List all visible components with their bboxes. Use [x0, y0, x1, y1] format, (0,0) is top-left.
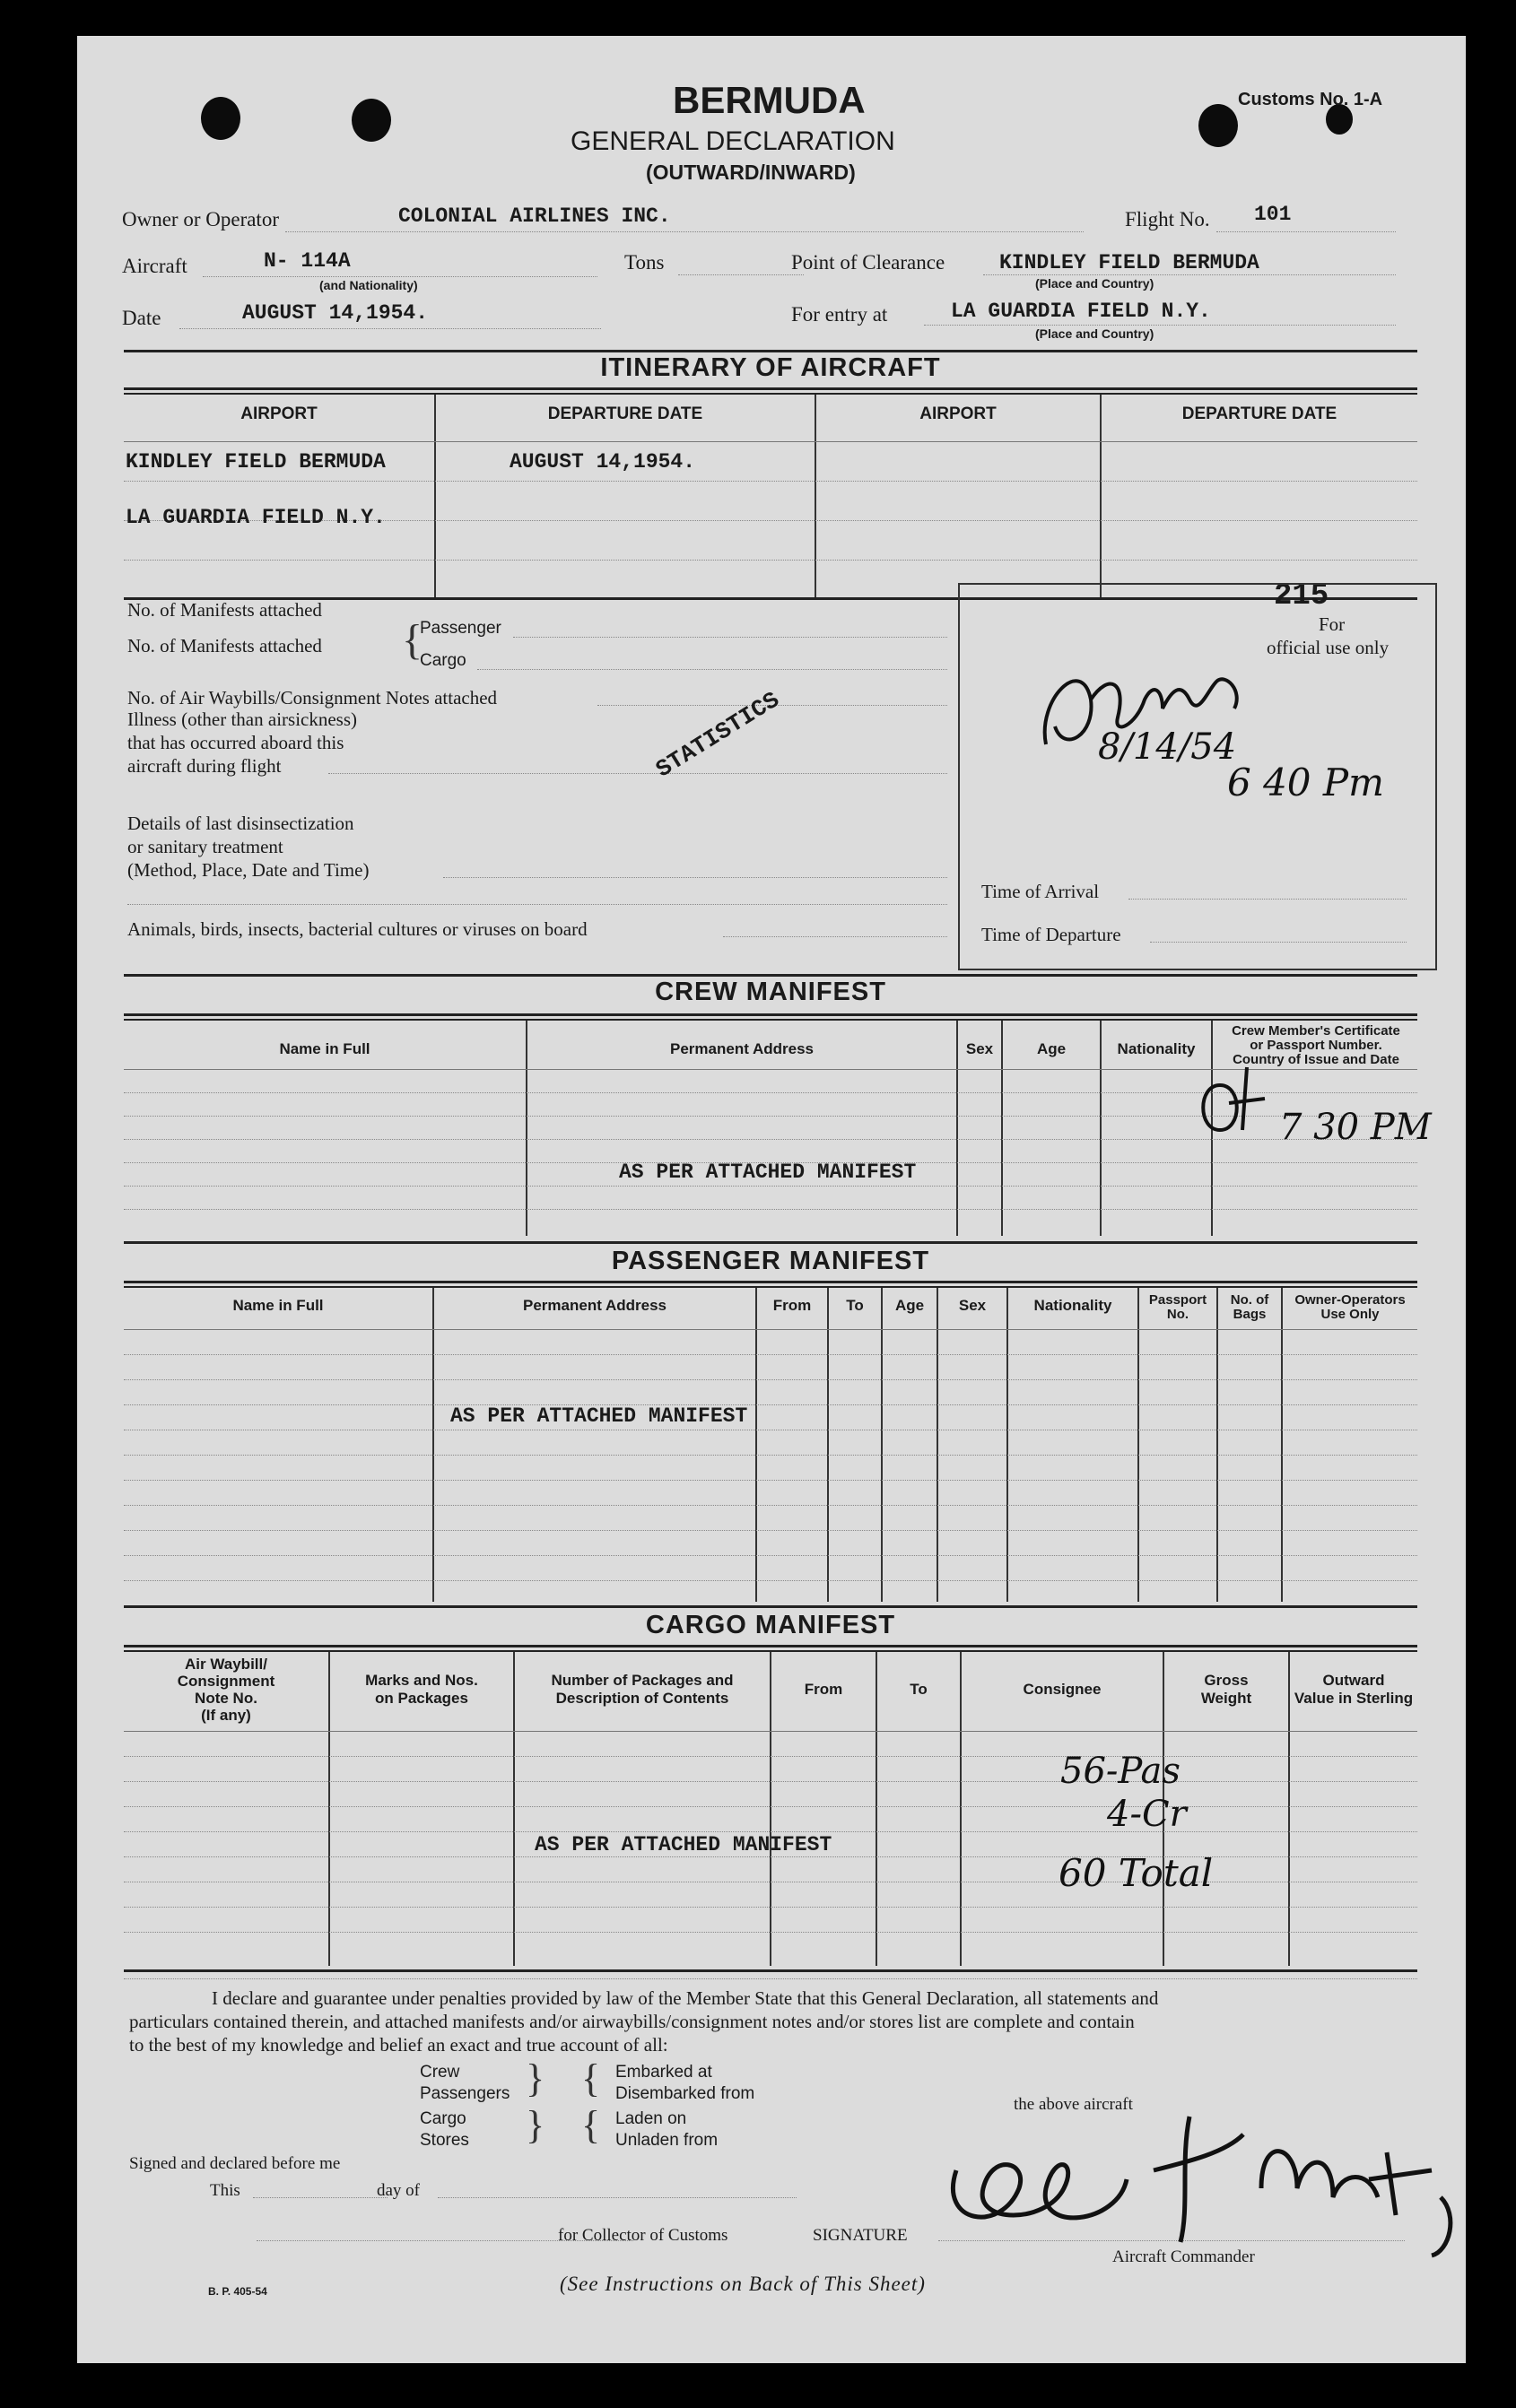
- passenger-heading: PASSENGER MANIFEST: [611, 1247, 930, 1275]
- aircraft-label: Aircraft: [122, 255, 187, 277]
- cargo-col-value-1: Outward: [1322, 1672, 1385, 1689]
- punch-hole-left: [201, 97, 240, 140]
- decl-passengers: Passengers: [420, 2084, 510, 2103]
- aircraft-note: (and Nationality): [319, 278, 418, 292]
- date-value: AUGUST 14,1954.: [242, 301, 429, 325]
- decl-embarked: Embarked at: [615, 2063, 712, 2082]
- crew-col-nationality: Nationality: [1117, 1040, 1196, 1057]
- cargo-label: Cargo: [420, 651, 466, 670]
- passenger-col-from: From: [772, 1297, 812, 1314]
- decl-laden: Laden on: [615, 2109, 687, 2128]
- decl-signed: Signed and declared before me: [129, 2154, 341, 2173]
- itinerary-row-1-date: AUGUST 14,1954.: [510, 450, 696, 474]
- decl-dayof: day of: [377, 2181, 421, 2200]
- flight-value: 101: [1254, 203, 1292, 226]
- decl-stores: Stores: [420, 2131, 469, 2150]
- itinerary-row-1-airport: KINDLEY FIELD BERMUDA: [126, 450, 386, 474]
- customs-number: Customs No. 1-A: [1238, 90, 1383, 109]
- itinerary-col-date-2: DEPARTURE DATE: [1181, 404, 1337, 423]
- decl-unladen: Unladen from: [615, 2131, 719, 2150]
- crew-col-cert-1: Crew Member's Certificate: [1232, 1023, 1400, 1039]
- crew-col-address: Permanent Address: [670, 1040, 814, 1057]
- cargo-col-marks-1: Marks and Nos.: [365, 1672, 478, 1689]
- cargo-note: AS PER ATTACHED MANIFEST: [535, 1833, 832, 1856]
- cargo-handwritten-1: 56-Pas: [1060, 1751, 1181, 1792]
- cargo-col-awb-4: (If any): [201, 1707, 251, 1724]
- crew-heading: CREW MANIFEST: [655, 978, 886, 1006]
- entry-label: For entry at: [791, 303, 888, 326]
- passenger-col-bags-1: No. of: [1230, 1292, 1269, 1308]
- crew-col-sex: Sex: [965, 1040, 994, 1057]
- cargo-col-from: From: [804, 1681, 843, 1698]
- cargo-heading: CARGO MANIFEST: [645, 1611, 896, 1639]
- cargo-col-consignee: Consignee: [1023, 1681, 1102, 1698]
- brace: {: [402, 616, 423, 664]
- decl-collector: for Collector of Customs: [558, 2226, 728, 2245]
- brace-right-1: }: [526, 2056, 545, 2100]
- decl-signature: SIGNATURE: [813, 2226, 908, 2245]
- decl-commander: Aircraft Commander: [1112, 2247, 1255, 2266]
- brace-left-1: {: [581, 2056, 601, 2100]
- itinerary-heading: ITINERARY OF AIRCRAFT: [600, 353, 941, 382]
- animals-label: Animals, birds, insects, bacterial cultures or viruses on board: [127, 918, 588, 940]
- cargo-handwritten-2: 4-Cr: [1107, 1794, 1187, 1835]
- official-for: For: [1319, 613, 1346, 635]
- decl-crew: Crew: [420, 2063, 460, 2082]
- clearance-label: Point of Clearance: [791, 251, 945, 274]
- cargo-col-to: To: [910, 1681, 928, 1698]
- passenger-col-nationality: Nationality: [1033, 1297, 1112, 1314]
- itinerary-col-airport-2: AIRPORT: [919, 404, 997, 423]
- official-handwritten-date: 8/14/54: [1098, 726, 1237, 768]
- statistics-stamp: STATISTICS: [651, 686, 785, 784]
- instructions-note: (See Instructions on Back of This Sheet): [560, 2273, 926, 2295]
- cargo-col-awb-2: Consignment: [177, 1673, 275, 1690]
- clearance-value: KINDLEY FIELD BERMUDA: [999, 251, 1259, 274]
- passenger-label: Passenger: [420, 619, 501, 638]
- manifests-label-text: No. of Manifests attached: [127, 635, 322, 656]
- passenger-col-owner-1: Owner-Operators: [1294, 1292, 1406, 1308]
- clearance-note: (Place and Country): [1035, 276, 1154, 291]
- passenger-col-passport-2: No.: [1166, 1307, 1189, 1322]
- owner-label: Owner or Operator: [122, 208, 279, 230]
- crew-col-age: Age: [1036, 1040, 1067, 1057]
- date-label: Date: [122, 307, 161, 329]
- itinerary-col-date-1: DEPARTURE DATE: [547, 404, 703, 423]
- passenger-col-to: To: [846, 1297, 864, 1314]
- passenger-col-bags-2: Bags: [1233, 1307, 1267, 1322]
- crew-handwritten-time: 7 30 PM: [1279, 1107, 1432, 1148]
- cargo-handwritten-3: 60 Total: [1059, 1851, 1214, 1895]
- brace-left-2: {: [581, 2103, 601, 2147]
- form-subtitle: GENERAL DECLARATION: [571, 126, 895, 156]
- declaration-line-1: I declare and guarantee under penalties provided by law of the Member State that this General Declaration, all statements and: [212, 1987, 1159, 2009]
- disinsect-line-3: (Method, Place, Date and Time): [127, 859, 370, 881]
- passenger-note: AS PER ATTACHED MANIFEST: [450, 1404, 748, 1428]
- declaration-form: [77, 36, 1466, 2363]
- punch-hole-center: [352, 99, 391, 142]
- form-title: BERMUDA: [673, 79, 866, 121]
- illness-line-2: that has occurred aboard this: [127, 732, 344, 753]
- brace-right-2: }: [526, 2103, 545, 2147]
- passenger-col-name: Name in Full: [232, 1297, 324, 1314]
- passenger-col-passport-1: Passport: [1148, 1292, 1207, 1308]
- punch-hole-right: [1198, 104, 1238, 147]
- decl-cargo: Cargo: [420, 2109, 466, 2128]
- cargo-col-awb-3: Note No.: [195, 1690, 257, 1707]
- crew-col-name: Name in Full: [279, 1040, 370, 1057]
- form-number: B. P. 405-54: [208, 2285, 267, 2298]
- disinsect-line-1: Details of last disinsectization: [127, 813, 354, 834]
- illness-line-3: aircraft during flight: [127, 755, 282, 777]
- crew-col-cert-2: or Passport Number.: [1250, 1038, 1382, 1053]
- official-use: official use only: [1267, 637, 1390, 658]
- illness-line-1: Illness (other than airsickness): [127, 708, 358, 730]
- decl-this: This: [210, 2181, 240, 2200]
- passenger-col-owner-2: Use Only: [1320, 1307, 1380, 1322]
- arrival-label: Time of Arrival: [981, 881, 1100, 902]
- cargo-col-gross-2: Weight: [1200, 1690, 1252, 1707]
- entry-note: (Place and Country): [1035, 326, 1154, 341]
- declaration-line-2: particulars contained therein, and attached manifests and/or airwaybills/consignment notes and/or stores list are complete and contain: [129, 2011, 1135, 2032]
- cargo-col-gross-1: Gross: [1204, 1672, 1249, 1689]
- decl-disembarked: Disembarked from: [615, 2084, 755, 2103]
- cargo-col-marks-2: on Packages: [375, 1690, 468, 1707]
- crew-note: AS PER ATTACHED MANIFEST: [619, 1161, 917, 1184]
- disinsect-line-2: or sanitary treatment: [127, 836, 283, 857]
- commander-signature: [920, 2081, 1477, 2260]
- passenger-col-age: Age: [894, 1297, 925, 1314]
- passenger-col-sex: Sex: [958, 1297, 987, 1314]
- tons-label: Tons: [624, 251, 665, 274]
- cargo-col-awb-1: Air Waybill/: [185, 1656, 267, 1673]
- entry-value: LA GUARDIA FIELD N.Y.: [951, 300, 1211, 323]
- decl-above-aircraft: the above aircraft: [1014, 2095, 1133, 2114]
- crew-col-cert-3: Country of Issue and Date: [1233, 1052, 1399, 1067]
- official-number: 215: [1274, 579, 1329, 613]
- departure-label: Time of Departure: [981, 924, 1121, 945]
- flight-label: Flight No.: [1125, 208, 1210, 230]
- waybills-label: No. of Air Waybills/Consignment Notes attached: [127, 687, 498, 708]
- owner-value: COLONIAL AIRLINES INC.: [398, 204, 671, 228]
- declaration-line-3: to the best of my knowledge and belief an exact and true account of all:: [129, 2034, 668, 2056]
- itinerary-row-2-airport: LA GUARDIA FIELD N.Y.: [126, 506, 386, 529]
- official-handwritten-time: 6 40 Pm: [1227, 761, 1384, 804]
- aircraft-value: N- 114A: [264, 249, 351, 273]
- cargo-col-value-2: Value in Sterling: [1294, 1690, 1414, 1707]
- manifests-label: No. of Manifests attached: [127, 599, 322, 621]
- cargo-col-pkg-1: Number of Packages and: [551, 1672, 734, 1689]
- form-subtitle-direction: (OUTWARD/INWARD): [646, 161, 856, 184]
- cargo-col-pkg-2: Description of Contents: [555, 1690, 729, 1707]
- passenger-col-address: Permanent Address: [523, 1297, 667, 1314]
- itinerary-col-airport-1: AIRPORT: [240, 404, 318, 423]
